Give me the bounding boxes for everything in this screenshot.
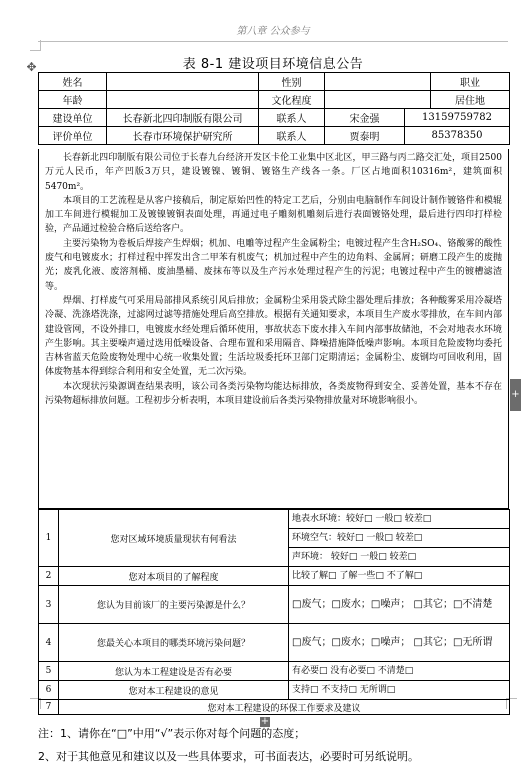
question-text: 您对本工程建设的意见 xyxy=(59,681,289,700)
age-value[interactable] xyxy=(107,91,259,109)
builder-label: 建设单位 xyxy=(39,109,107,127)
notes xyxy=(38,722,518,768)
residence-label: 居住地 xyxy=(431,91,510,109)
noise-option[interactable]: 声环境： 较好□ 一般□ 较差□ xyxy=(292,552,417,562)
table-row xyxy=(39,681,510,700)
table-row xyxy=(39,700,510,715)
gender-value[interactable] xyxy=(325,73,431,91)
evaluator-label: 评价单位 xyxy=(39,127,107,145)
table-row xyxy=(39,662,510,681)
survey-table xyxy=(38,509,510,715)
table-row xyxy=(39,510,510,567)
answer-options[interactable] xyxy=(289,510,510,567)
crop-mark-top-left xyxy=(30,40,41,51)
question-text: 您对区域环境质量现状有何看法 xyxy=(59,510,289,567)
description-paragraph: 本项目的工艺流程是从客户接稿后，制定原始凹性的特定工艺后，分别由电脑制作车间设计制作镀铬件和模辊加工车间进行模辊加工及镀镍镀铜表面处理，再通过电子雕刻机雕刻后进行表面镀铬处理，最后进行四印打样检验，产品通过检验合格后送给客户。 xyxy=(45,195,502,235)
answer-options[interactable]: 有必要□ 没有必要□ 不清楚□ xyxy=(289,662,510,681)
question-text: 您认为目前该厂的主要污染源是什么？ xyxy=(59,586,289,624)
question-number: 3 xyxy=(39,586,59,624)
table-row xyxy=(39,567,510,586)
side-scroll-tab-icon[interactable]: + xyxy=(510,379,521,411)
running-header: 第八章 公众参与 xyxy=(38,23,508,42)
answer-options[interactable]: 比较了解□ 了解一些□ 不了解□ xyxy=(289,567,510,586)
question-number: 5 xyxy=(39,662,59,681)
question-number: 7 xyxy=(39,700,59,715)
question-text: 您对本项目的了解程度 xyxy=(59,567,289,586)
question-text: 您对本工程建设的环保工作要求及建议 xyxy=(59,700,510,715)
education-label: 文化程度 xyxy=(259,91,325,109)
table-row xyxy=(39,91,510,109)
builder-phone: 13159759782 xyxy=(405,109,510,127)
note-line: 注：1、请你在“□”中用“√”表示你对每个问题的态度； xyxy=(38,727,306,740)
air-quality-option[interactable]: 环境空气：较好□ 一般□ 较差□ xyxy=(289,529,509,548)
answer-options[interactable]: 支持□ 不支持□ 无所谓□ xyxy=(289,681,510,700)
table-move-handle-icon[interactable]: ✥ xyxy=(26,60,37,74)
name-value[interactable] xyxy=(107,73,259,91)
description-paragraph: 焊烟、打样废气可采用局部排风系统引风后排放；金属粉尘采用袋式除尘器处理后排放；各种酸雾采用冷凝塔冷凝、洗涤塔洗涤，过滤网过滤等措施处理后高空排放。根据有关通知要求，本项目生产废水零排放，在车间内部建设管网，不设外排口，电镀废水经处理后循环使用，事故状态下废水排入车间内部事故储池，不会对地表水环境产生影响。其主要噪声通过选用低噪设备、合理布置和采用隔音、降噪措施降低噪声影响。本项目危险废物均委托吉林省蓝天危险废物处理中心统一收集处置；生活垃圾委托环卫部门定期清运；金属粉尘、废钢均可回收利用，固体废物基本得到综合利用和安全处置，无二次污染。 xyxy=(45,295,502,378)
answer-options[interactable]: □废气；□废水；□噪声； □其它；□无所谓 xyxy=(289,624,510,662)
description-paragraph: 长春新北四印制版有限公司位于长春九台经济开发区卡伦工业集中区北区，甲三路与丙二路交汇处，项目2500万元人民币，年产凹版3万只，建设镀镍、镀铜、镀铬生产线各一条。厂区占地面积10316m²，建筑面积5470m²。 xyxy=(45,153,502,192)
builder-value: 长春新北四印制版有限公司 xyxy=(107,109,259,127)
table-row xyxy=(39,109,510,127)
add-row-icon[interactable]: + xyxy=(260,716,270,727)
question-text: 您最关心本项目的哪类环境污染问题？ xyxy=(59,624,289,662)
table-row xyxy=(39,624,510,662)
question-number: 6 xyxy=(39,681,59,700)
builder-contact-label: 联系人 xyxy=(259,109,325,127)
name-label: 姓名 xyxy=(39,73,107,91)
table-row xyxy=(39,586,510,624)
builder-contact-value: 宋金强 xyxy=(325,109,405,127)
question-number: 1 xyxy=(39,510,59,567)
age-label: 年龄 xyxy=(39,91,107,109)
table-row xyxy=(39,73,510,91)
evaluator-phone: 85378350 xyxy=(405,127,510,145)
evaluator-contact-label: 联系人 xyxy=(259,127,325,145)
question-text: 您认为本工程建设是否有必要 xyxy=(59,662,289,681)
table-row xyxy=(39,127,510,145)
question-number: 4 xyxy=(39,624,59,662)
info-table xyxy=(38,72,510,145)
occupation-label: 职业 xyxy=(431,73,510,91)
description-paragraph: 主要污染物为卷板后焊接产生焊烟；机加、电雕等过程产生金属粉尘；电镀过程产生含H₂SO₄、铬酸雾的酸性废气和电镀废水；打样过程中挥发出含二甲苯有机废气；机加过程中产生的边角料、金属屑；研磨工段产生的废抛光；废乳化液、废溶剂桶、废油墨桶、废抹布等以及生产污水处理过程产生的污泥；电镀过程中产生的镀槽滤渣等。 xyxy=(45,238,502,292)
surface-water-option[interactable]: 地表水环境：较好□ 一般□ 较差□ xyxy=(289,510,509,529)
question-number: 2 xyxy=(39,567,59,586)
evaluator-contact-value: 贾泰明 xyxy=(325,127,405,145)
table-title: 表 8-1 建设项目环境信息公告 xyxy=(182,57,364,72)
answer-options[interactable]: □废气；□废水；□噪声； □其它；□不清楚 xyxy=(289,586,510,624)
evaluator-value: 长春市环境保护研究所 xyxy=(107,127,259,145)
note-line: 2、对于其他意见和建议以及一些具体要求，可书面表达，必要时可另纸说明。 xyxy=(38,750,419,763)
project-description xyxy=(38,149,509,509)
education-value[interactable] xyxy=(325,91,431,109)
description-paragraph: 本次现状污染源调查结果表明，该公司各类污染物均能达标排放，各类废物得到安全、妥善处置，基本不存在污染物超标排放问题。工程初步分析表明，本项目建设前后各类污染物排放量对环境影响很小。 xyxy=(45,381,502,407)
gender-label: 性别 xyxy=(259,73,325,91)
